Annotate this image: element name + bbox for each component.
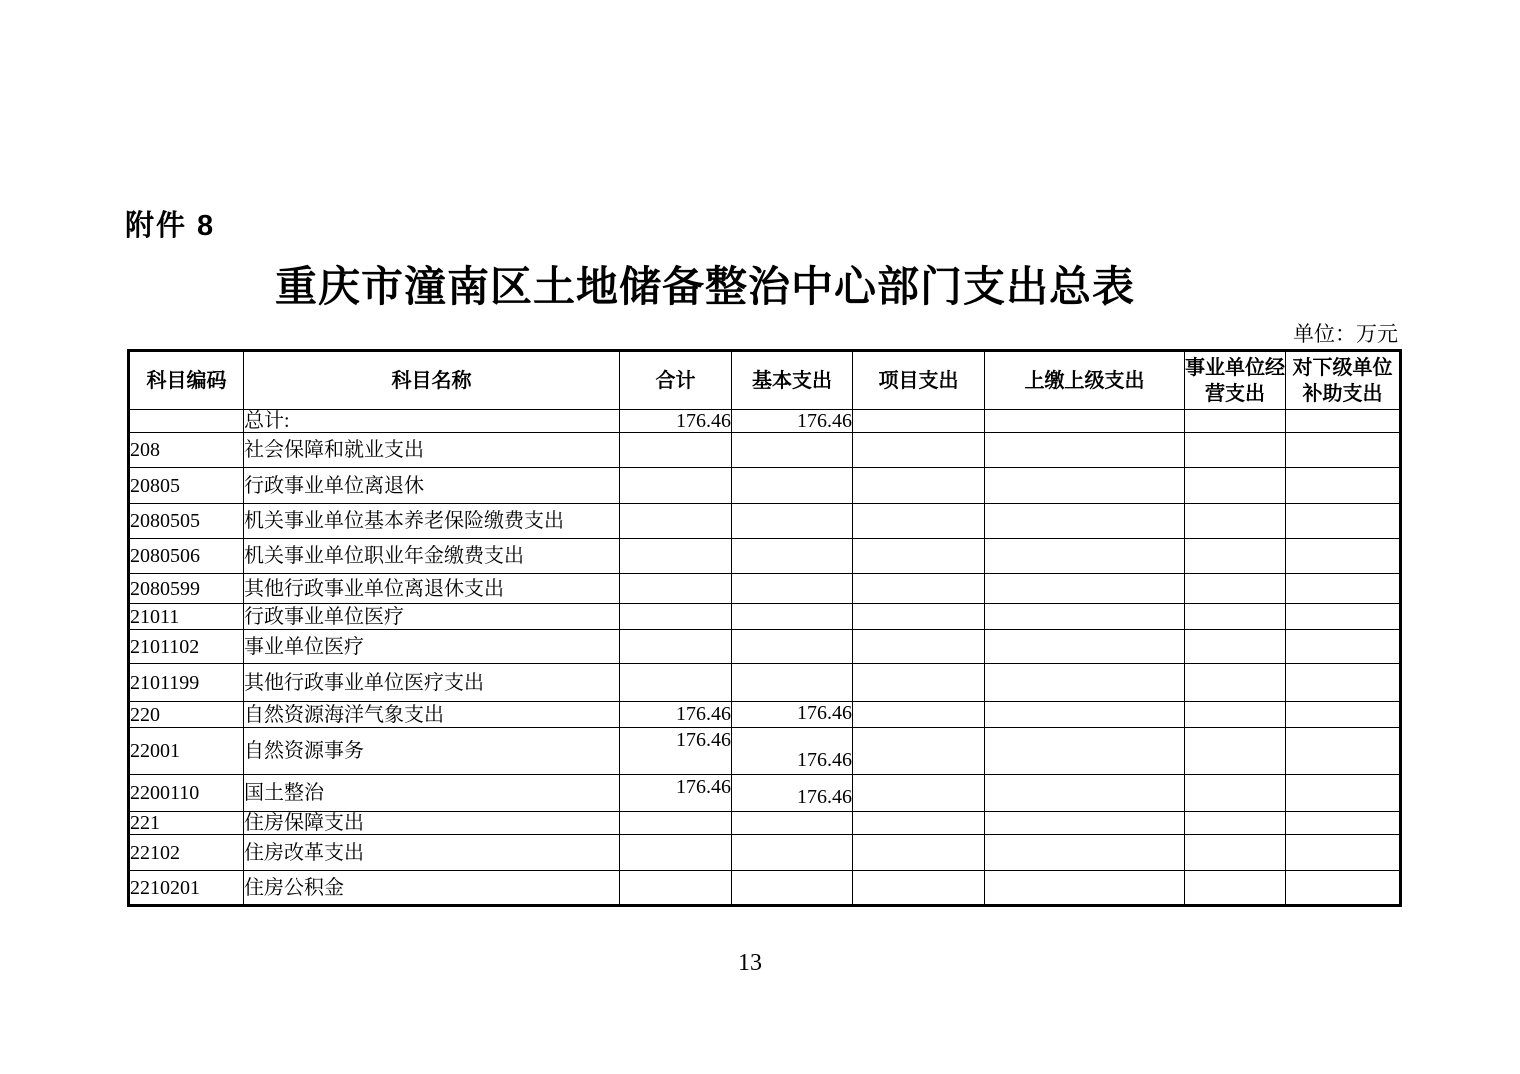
cell-upper: [985, 812, 1185, 835]
cell-basic: [732, 604, 853, 630]
cell-operating: [1185, 664, 1286, 702]
table-row: [129, 812, 1401, 835]
cell-upper: [985, 835, 1185, 871]
column-header-code: 科目编码: [129, 351, 244, 410]
page-number: 13: [738, 950, 762, 976]
cell-total: [620, 574, 732, 604]
cell-operating: [1185, 630, 1286, 664]
page-title: 重庆市潼南区土地储备整治中心部门支出总表: [274, 263, 1135, 310]
cell-operating: [1185, 504, 1286, 539]
cell-code: 22001: [129, 728, 244, 775]
cell-operating: [1185, 775, 1286, 812]
cell-total: [620, 468, 732, 504]
column-header-total: 合计: [620, 351, 732, 410]
cell-code: 2080506: [129, 539, 244, 574]
cell-code: 20805: [129, 468, 244, 504]
expenditure-summary-table: [127, 349, 1402, 907]
cell-upper: [985, 410, 1185, 433]
cell-basic: [732, 574, 853, 604]
cell-basic: 176.46: [732, 728, 853, 775]
table-row: [129, 604, 1401, 630]
cell-name: 自然资源事务: [244, 728, 620, 775]
table-row: [129, 835, 1401, 871]
cell-total: [620, 433, 732, 468]
cell-project: [853, 728, 985, 775]
cell-project: [853, 775, 985, 812]
cell-upper: [985, 433, 1185, 468]
cell-basic: [732, 539, 853, 574]
table-row: [129, 433, 1401, 468]
cell-subsidy: [1286, 835, 1401, 871]
column-header-name: 科目名称: [244, 351, 620, 410]
cell-name: 机关事业单位职业年金缴费支出: [244, 539, 620, 574]
cell-project: [853, 468, 985, 504]
cell-operating: [1185, 702, 1286, 728]
cell-upper: [985, 574, 1185, 604]
table-header-row: [129, 351, 1401, 410]
table-row: [129, 871, 1401, 906]
cell-basic: 176.46: [732, 702, 853, 728]
cell-project: [853, 410, 985, 433]
cell-project: [853, 504, 985, 539]
cell-basic: [732, 468, 853, 504]
cell-project: [853, 630, 985, 664]
cell-code: 2080599: [129, 574, 244, 604]
cell-name: 行政事业单位医疗: [244, 604, 620, 630]
cell-subsidy: [1286, 539, 1401, 574]
cell-name: 国土整治: [244, 775, 620, 812]
cell-project: [853, 664, 985, 702]
cell-basic: 176.46: [732, 775, 853, 812]
cell-total: [620, 835, 732, 871]
table-row: [129, 775, 1401, 812]
cell-project: [853, 574, 985, 604]
table-row: [129, 702, 1401, 728]
column-header-basic: 基本支出: [732, 351, 853, 410]
attachment-label: 附件 8: [125, 210, 216, 242]
cell-project: [853, 539, 985, 574]
cell-project: [853, 812, 985, 835]
cell-code: 220: [129, 702, 244, 728]
cell-operating: [1185, 410, 1286, 433]
cell-code: 21011: [129, 604, 244, 630]
cell-basic: [732, 835, 853, 871]
cell-code: 208: [129, 433, 244, 468]
cell-subsidy: [1286, 410, 1401, 433]
cell-code: 2101199: [129, 664, 244, 702]
cell-basic: [732, 664, 853, 702]
cell-name: 机关事业单位基本养老保险缴费支出: [244, 504, 620, 539]
cell-operating: [1185, 574, 1286, 604]
cell-subsidy: [1286, 433, 1401, 468]
cell-upper: [985, 702, 1185, 728]
cell-subsidy: [1286, 702, 1401, 728]
cell-operating: [1185, 728, 1286, 775]
column-header-project: 项目支出: [853, 351, 985, 410]
cell-total: 176.46: [620, 702, 732, 728]
cell-name: 住房保障支出: [244, 812, 620, 835]
cell-basic: [732, 812, 853, 835]
cell-name: 住房公积金: [244, 871, 620, 906]
column-header-operating: 事业单位经营支出: [1185, 351, 1286, 410]
cell-upper: [985, 468, 1185, 504]
cell-code: 221: [129, 812, 244, 835]
cell-operating: [1185, 604, 1286, 630]
cell-operating: [1185, 433, 1286, 468]
cell-operating: [1185, 835, 1286, 871]
cell-total: [620, 871, 732, 906]
cell-upper: [985, 630, 1185, 664]
cell-subsidy: [1286, 574, 1401, 604]
cell-total: [620, 504, 732, 539]
cell-subsidy: [1286, 630, 1401, 664]
cell-basic: 176.46: [732, 410, 853, 433]
cell-basic: [732, 504, 853, 539]
cell-basic: [732, 871, 853, 906]
column-header-upper: 上缴上级支出: [985, 351, 1185, 410]
cell-total: [620, 630, 732, 664]
column-header-subsidy: 对下级单位补助支出: [1286, 351, 1401, 410]
table-row: [129, 410, 1401, 433]
cell-subsidy: [1286, 728, 1401, 775]
cell-name: 总计:: [244, 410, 620, 433]
cell-subsidy: [1286, 812, 1401, 835]
cell-total: [620, 812, 732, 835]
cell-total: [620, 539, 732, 574]
table-row: [129, 468, 1401, 504]
cell-code: 2210201: [129, 871, 244, 906]
cell-operating: [1185, 468, 1286, 504]
cell-subsidy: [1286, 504, 1401, 539]
cell-name: 自然资源海洋气象支出: [244, 702, 620, 728]
cell-upper: [985, 871, 1185, 906]
table-row: [129, 664, 1401, 702]
cell-subsidy: [1286, 468, 1401, 504]
cell-code: 2101102: [129, 630, 244, 664]
cell-subsidy: [1286, 775, 1401, 812]
cell-project: [853, 433, 985, 468]
cell-basic: [732, 433, 853, 468]
cell-operating: [1185, 871, 1286, 906]
cell-total: 176.46: [620, 775, 732, 812]
cell-upper: [985, 604, 1185, 630]
cell-upper: [985, 775, 1185, 812]
cell-name: 住房改革支出: [244, 835, 620, 871]
cell-upper: [985, 664, 1185, 702]
cell-name: 其他行政事业单位离退休支出: [244, 574, 620, 604]
cell-basic: [732, 630, 853, 664]
cell-subsidy: [1286, 871, 1401, 906]
table-row: [129, 504, 1401, 539]
table-header: [129, 351, 1401, 410]
cell-subsidy: [1286, 664, 1401, 702]
cell-total: 176.46: [620, 410, 732, 433]
table-body: [129, 410, 1401, 906]
cell-name: 行政事业单位离退休: [244, 468, 620, 504]
cell-total: [620, 604, 732, 630]
cell-code: 22102: [129, 835, 244, 871]
cell-operating: [1185, 812, 1286, 835]
cell-total: 176.46: [620, 728, 732, 775]
cell-project: [853, 604, 985, 630]
cell-subsidy: [1286, 604, 1401, 630]
cell-upper: [985, 728, 1185, 775]
cell-upper: [985, 539, 1185, 574]
cell-name: 其他行政事业单位医疗支出: [244, 664, 620, 702]
table-row: [129, 630, 1401, 664]
cell-project: [853, 702, 985, 728]
table-row: [129, 539, 1401, 574]
table-row: [129, 728, 1401, 775]
cell-operating: [1185, 539, 1286, 574]
cell-code: 2080505: [129, 504, 244, 539]
cell-upper: [985, 504, 1185, 539]
cell-name: 事业单位医疗: [244, 630, 620, 664]
cell-project: [853, 871, 985, 906]
table-row: [129, 574, 1401, 604]
unit-note: 单位：万元: [1293, 322, 1398, 346]
cell-name: 社会保障和就业支出: [244, 433, 620, 468]
cell-code: 2200110: [129, 775, 244, 812]
cell-project: [853, 835, 985, 871]
cell-total: [620, 664, 732, 702]
cell-code: [129, 410, 244, 433]
